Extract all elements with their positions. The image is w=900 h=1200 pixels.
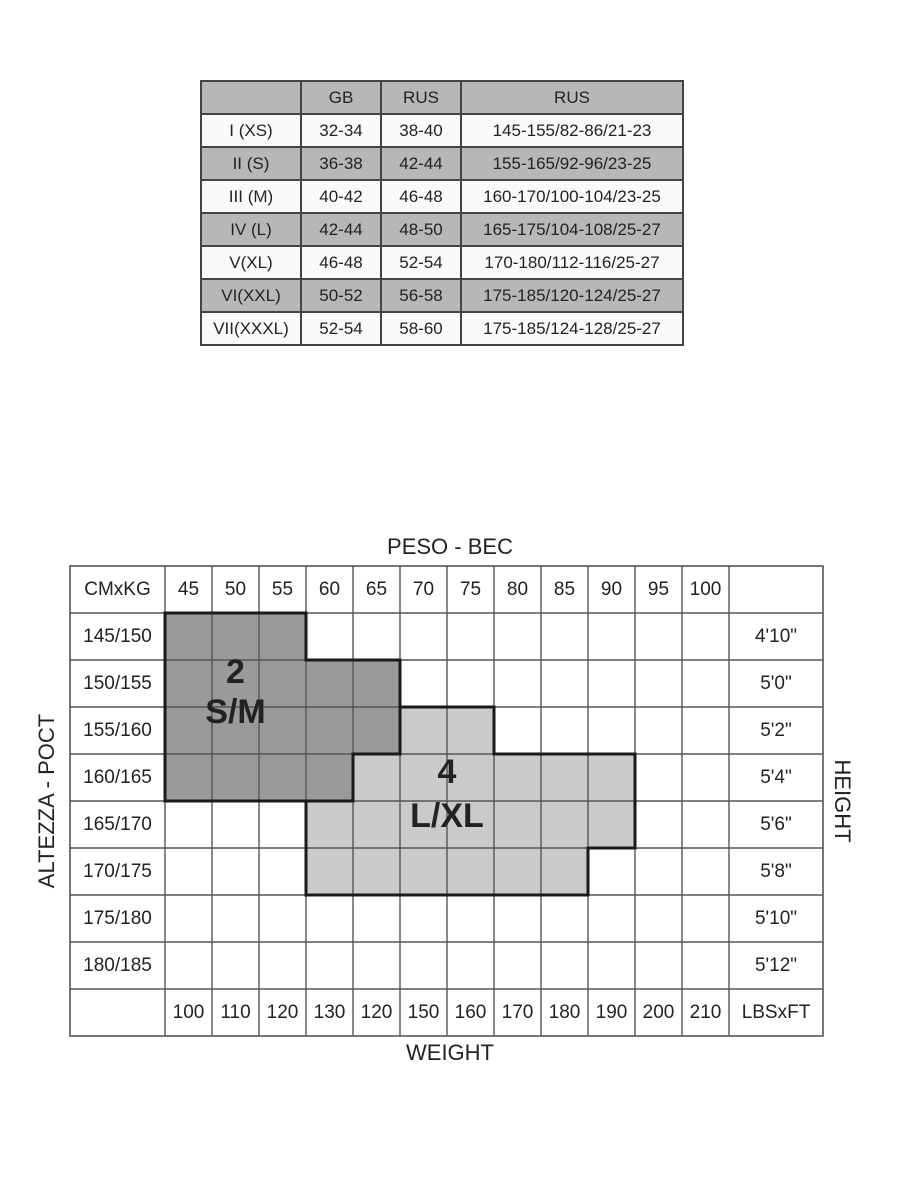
size-label-cell: V(XL) [201, 246, 301, 279]
lbs-footer-cell: 120 [266, 1002, 299, 1023]
zone-1-cell [494, 848, 541, 895]
zone-2-number: 2 [226, 653, 245, 691]
cm-row-label: 180/185 [83, 955, 152, 976]
zone-0-cell [306, 660, 353, 707]
table-cell: 46-48 [381, 180, 461, 213]
lbs-footer-cell: 110 [220, 1002, 251, 1023]
zone-0-cell [259, 707, 306, 754]
zone-0-cell [259, 660, 306, 707]
zone-4-number: 4 [437, 753, 457, 791]
size-label-cell: VII(XXXL) [201, 312, 301, 345]
ft-row-label: 4'10" [754, 626, 798, 647]
zone-4-size: L/XL [410, 797, 484, 835]
zone-2-size: S/M [205, 693, 266, 731]
table-cell: 170-180/112-116/25-27 [461, 246, 683, 279]
zone-1-cell [494, 801, 541, 848]
lbs-footer-cell: 210 [689, 1002, 722, 1023]
table-cell: 175-185/120-124/25-27 [461, 279, 683, 312]
table-cell: 145-155/82-86/21-23 [461, 114, 683, 147]
zone-0-cell [165, 754, 212, 801]
zone-1-cell [306, 848, 353, 895]
table-cell: 32-34 [301, 114, 381, 147]
header-rus: RUS [381, 81, 461, 114]
table-cell: 56-58 [381, 279, 461, 312]
cm-row-label: 160/165 [83, 767, 152, 788]
kg-header-cell: 75 [459, 579, 482, 600]
zone-0-cell [259, 613, 306, 660]
table-cell: 50-52 [301, 279, 381, 312]
zone-1-cell [400, 707, 447, 754]
zone-1-cell [447, 848, 494, 895]
zone-1-cell [447, 707, 494, 754]
table-cell: 52-54 [301, 312, 381, 345]
weight-axis-title-bottom: WEIGHT [406, 1040, 494, 1065]
table-cell: 36-38 [301, 147, 381, 180]
size-label-cell: I (XS) [201, 114, 301, 147]
zone-1-cell [541, 801, 588, 848]
corner-label: CMxKG [84, 579, 151, 600]
cm-row-label: 150/155 [83, 673, 152, 694]
size-label-cell: VI(XXL) [201, 279, 301, 312]
zone-0-cell [165, 613, 212, 660]
cm-row-label: 165/170 [83, 814, 152, 835]
ft-row-label: 5'8" [760, 861, 792, 882]
table-cell: 160-170/100-104/23-25 [461, 180, 683, 213]
ft-row-label: 5'4" [760, 767, 792, 788]
lbs-footer-cell: 120 [360, 1002, 393, 1023]
table-cell: 52-54 [381, 246, 461, 279]
table-cell: 38-40 [381, 114, 461, 147]
kg-header-cell: 80 [506, 579, 529, 600]
ft-row-label: 5'2" [760, 720, 792, 741]
lbs-footer-cell: 130 [313, 1002, 346, 1023]
zone-1-cell [541, 754, 588, 801]
ft-row-label: 5'0" [760, 673, 792, 694]
weight-axis-title-top: PESO - BEC [387, 534, 513, 559]
zone-0-cell [306, 754, 353, 801]
table-cell: 48-50 [381, 213, 461, 246]
cm-row-label: 170/175 [83, 861, 152, 882]
table-cell: 46-48 [301, 246, 381, 279]
kg-header-cell: 70 [412, 579, 435, 600]
ft-row-label: 5'6" [760, 814, 792, 835]
lbs-footer-cell: 100 [172, 1002, 205, 1023]
table-cell: 175-185/124-128/25-27 [461, 312, 683, 345]
zone-1-cell [588, 754, 635, 801]
zone-1-cell [541, 848, 588, 895]
kg-header-cell: 100 [689, 579, 722, 600]
kg-header-cell: 95 [647, 579, 670, 600]
zone-1-cell [588, 801, 635, 848]
zone-1-cell [353, 801, 400, 848]
size-label-cell: II (S) [201, 147, 301, 180]
zone-0-cell [259, 754, 306, 801]
kg-header-cell: 65 [365, 579, 388, 600]
lbs-footer-cell: 190 [595, 1002, 628, 1023]
table-cell: 42-44 [381, 147, 461, 180]
lbs-footer-cell: 150 [407, 1002, 440, 1023]
height-axis-title-left: ALTEZZA - POCT [34, 713, 59, 889]
zone-1-cell [353, 754, 400, 801]
cm-row-label: 145/150 [83, 626, 152, 647]
kg-header-cell: 50 [224, 579, 247, 600]
unit-label: LBSxFT [741, 1002, 811, 1023]
kg-header-cell: 45 [177, 579, 200, 600]
size-label-cell: III (M) [201, 180, 301, 213]
zone-1-cell [494, 754, 541, 801]
zone-0-cell [353, 660, 400, 707]
ft-row-label: 5'12" [754, 955, 798, 976]
lbs-footer-cell: 160 [454, 1002, 487, 1023]
table-cell: 155-165/92-96/23-25 [461, 147, 683, 180]
table-cell: 42-44 [301, 213, 381, 246]
kg-header-cell: 90 [600, 579, 623, 600]
height-axis-title-right: HEIGHT [830, 759, 855, 843]
kg-header-cell: 60 [318, 579, 341, 600]
cm-row-label: 175/180 [83, 908, 152, 929]
kg-header-cell: 55 [271, 579, 294, 600]
header-rus-measures: RUS [461, 81, 683, 114]
ft-row-label: 5'10" [754, 908, 798, 929]
header-gb: GB [301, 81, 381, 114]
table-cell: 165-175/104-108/25-27 [461, 213, 683, 246]
zone-1-cell [306, 801, 353, 848]
lbs-footer-cell: 200 [642, 1002, 675, 1023]
cm-row-label: 155/160 [83, 720, 152, 741]
lbs-footer-cell: 170 [501, 1002, 534, 1023]
table-cell: 40-42 [301, 180, 381, 213]
zone-0-cell [212, 754, 259, 801]
zone-0-cell [306, 707, 353, 754]
size-label-cell: IV (L) [201, 213, 301, 246]
lbs-footer-cell: 180 [548, 1002, 581, 1023]
kg-header-cell: 85 [553, 579, 576, 600]
zone-1-cell [353, 848, 400, 895]
zone-1-cell [400, 848, 447, 895]
table-cell: 58-60 [381, 312, 461, 345]
zone-0-cell [353, 707, 400, 754]
